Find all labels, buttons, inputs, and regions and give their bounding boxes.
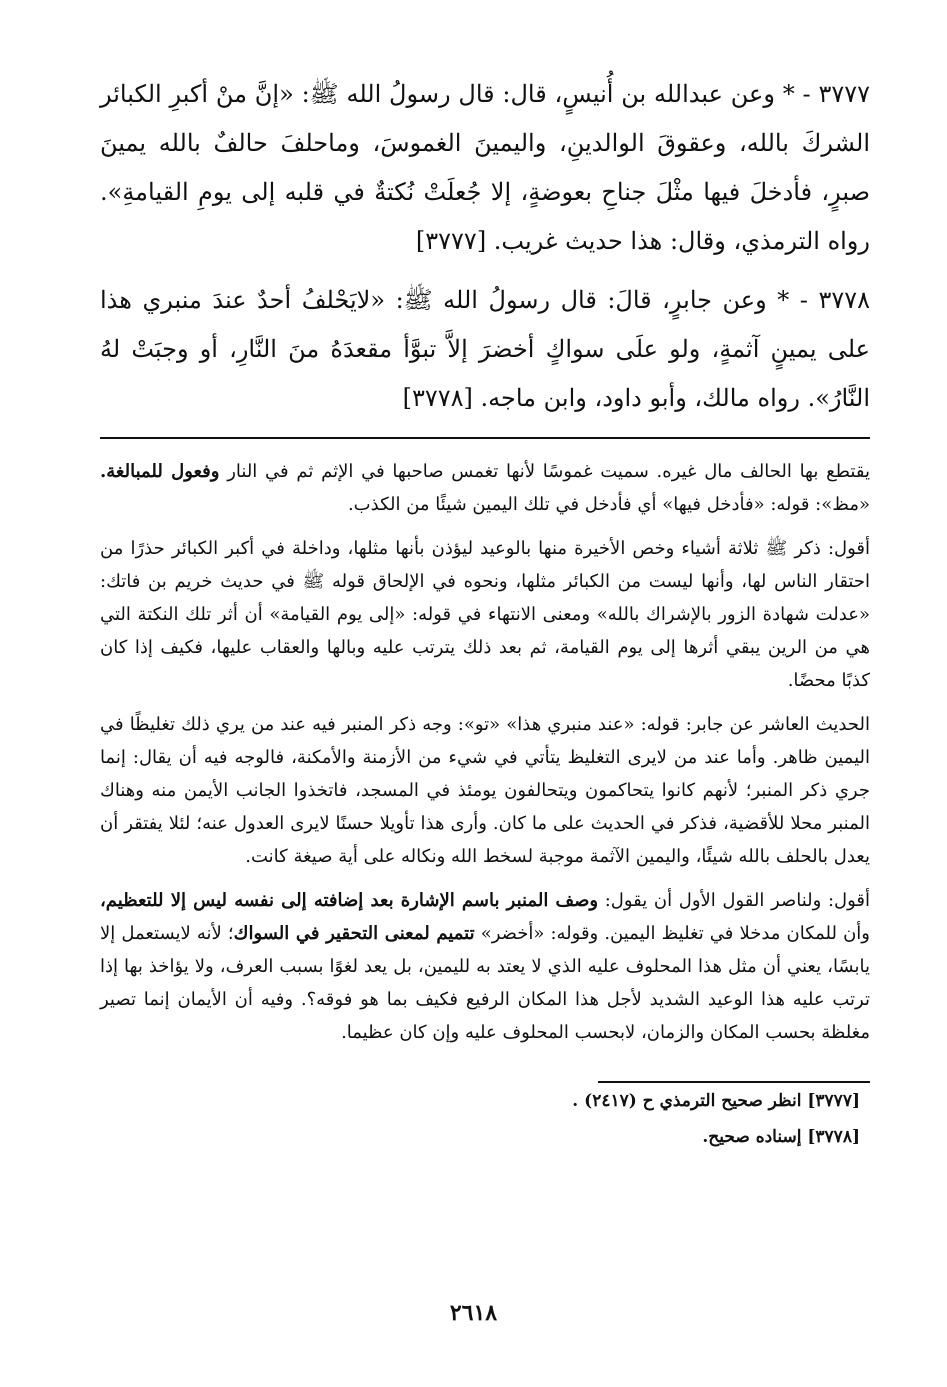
commentary-paragraph-4: أقول: ولناصر القول الأول أن يقول: وصف المنبر باسم الإشارة بعد إضافته إلى نفسه ليس إلا للتعظيم، وأن للمكان مدخلا في تغليظ اليمين. وقوله: «أخضر» تتميم لمعنى التحقير في السواك؛ لأنه لايستعمل إلا يابسًا، يعني أن مثل هذا المحلوف عليه الذي لا يعتد به لليمين، بل يعد لغوًا بسبب العرف، ولا يؤاخذ بها إذا ترتب عليه هذا الوعيد الشديد لأجل هذا المكان الرفيع فكيف بما هو فوقه؟. وفيه أن الأيمان إنما تصير مغلظة بحسب المكان والزمان، لابحسب المحلوف عليه وإن كان عظيما.: [100, 890, 871, 1043]
section-divider: [100, 437, 870, 439]
commentary-paragraph-1: يقتطع بها الحالف مال غيره. سميت غموسًا لأنها تغمس صاحبها في الإثم ثم في النار وفعول للمبالغة. «مظ»: قوله: «فأدخل فيها» أي فأدخل في تلك اليمين شيئًا من الكذب.: [100, 461, 870, 515]
footnote-3778: [٣٧٧٨] إسناده صحيح.: [702, 1127, 860, 1147]
page-number: ٢٦١٨: [449, 1300, 498, 1326]
page-body: [100, 70, 870, 1155]
hadith-3777: ٣٧٧٧ - * وعن عبدالله بن أُنيسٍ، قال: قال رسولُ الله ﷺ: «إنَّ منْ أكبرِ الكبائر الشركَ بالله، وعقوقَ الوالدينِ، واليمينَ الغموسَ، وماحلفَ حالفٌ بالله يمينَ صبرٍ، فأدخلَ فيها مثْلَ جناحِ بعوضةٍ، إلا جُعلَتْ نُكتةٌ في قلبه إلى يومِ القيامةِ». رواه الترمذي، وقال: هذا حديث غريب. [٣٧٧٧]: [100, 80, 870, 255]
footnotes: [100, 1083, 870, 1155]
hadith-section: [100, 70, 870, 423]
commentary-paragraph-3: الحديث العاشر عن جابر: قوله: «عند منبري هذا» «تو»: وجه ذكر المنبر فيه عند من يري ذلك تغليظًا في اليمين ظاهر. وأما عند من لايرى التغليظ يتأتي في شيء من الأزمنة والأمكنة، فالوجه فيه أن يقال: إنما جري ذكر المنبر؛ لأنهم كانوا يتحاكمون ويتحالفون يومئذ في المسجد، فاتخذوا الجانب الأيمن منه وهناك المنبر محلا للأقضية، فذكر في الحديث على ما كان. وأرى هذا تأويلا حسنًا لايرى العدول عنه؛ لئلا يفتقر أن يعدل بالحلف بالله شيئًا، واليمين الآثمة موجبة لسخط الله ونكاله على أية صيغة كانت.: [100, 714, 870, 867]
commentary-section: [100, 455, 870, 1049]
commentary-paragraph-2: أقول: ذكر ﷺ ثلاثة أشياء وخص الأخيرة منها بالوعيد ليؤذن بأنها مثلها، وداخلة في أكبر الكبائر حذرًا من احتقار الناس لها، وأنها ليست من الكبائر مثلها، ونحوه في الإلحاق قوله ﷺ في حديث خريم بن فاتك: «عدلت شهادة الزور بالإشراك بالله» ومعنى الانتهاء في قوله: «إلى يوم القيامة» أن أثر تلك النكتة التي هي من الرين يبقي أثرها إلى يوم القيامة، ثم بعد ذلك يترتب عليه وبالها والعقاب عليها، فكيف إذا كان كذبًا محضًا.: [100, 538, 870, 691]
hadith-3778: ٣٧٧٨ - * وعن جابرٍ، قالَ: قال رسولُ الله ﷺ: «لايَحْلفُ أحدٌ عندَ منبري هذا على يمينٍ آثمةٍ، ولو علَى سواكٍ أخضرَ إلاَّ تبوَّأ مقعدَهُ منَ النَّارِ، أو وجبَتْ لهُ النَّارُ». رواه مالك، وأبو داود، وابن ماجه. [٣٧٧٨]: [100, 286, 870, 412]
footnote-3777: [٣٧٧٧] انظر صحيح الترمذي ح (٢٤١٧) .: [572, 1091, 860, 1111]
